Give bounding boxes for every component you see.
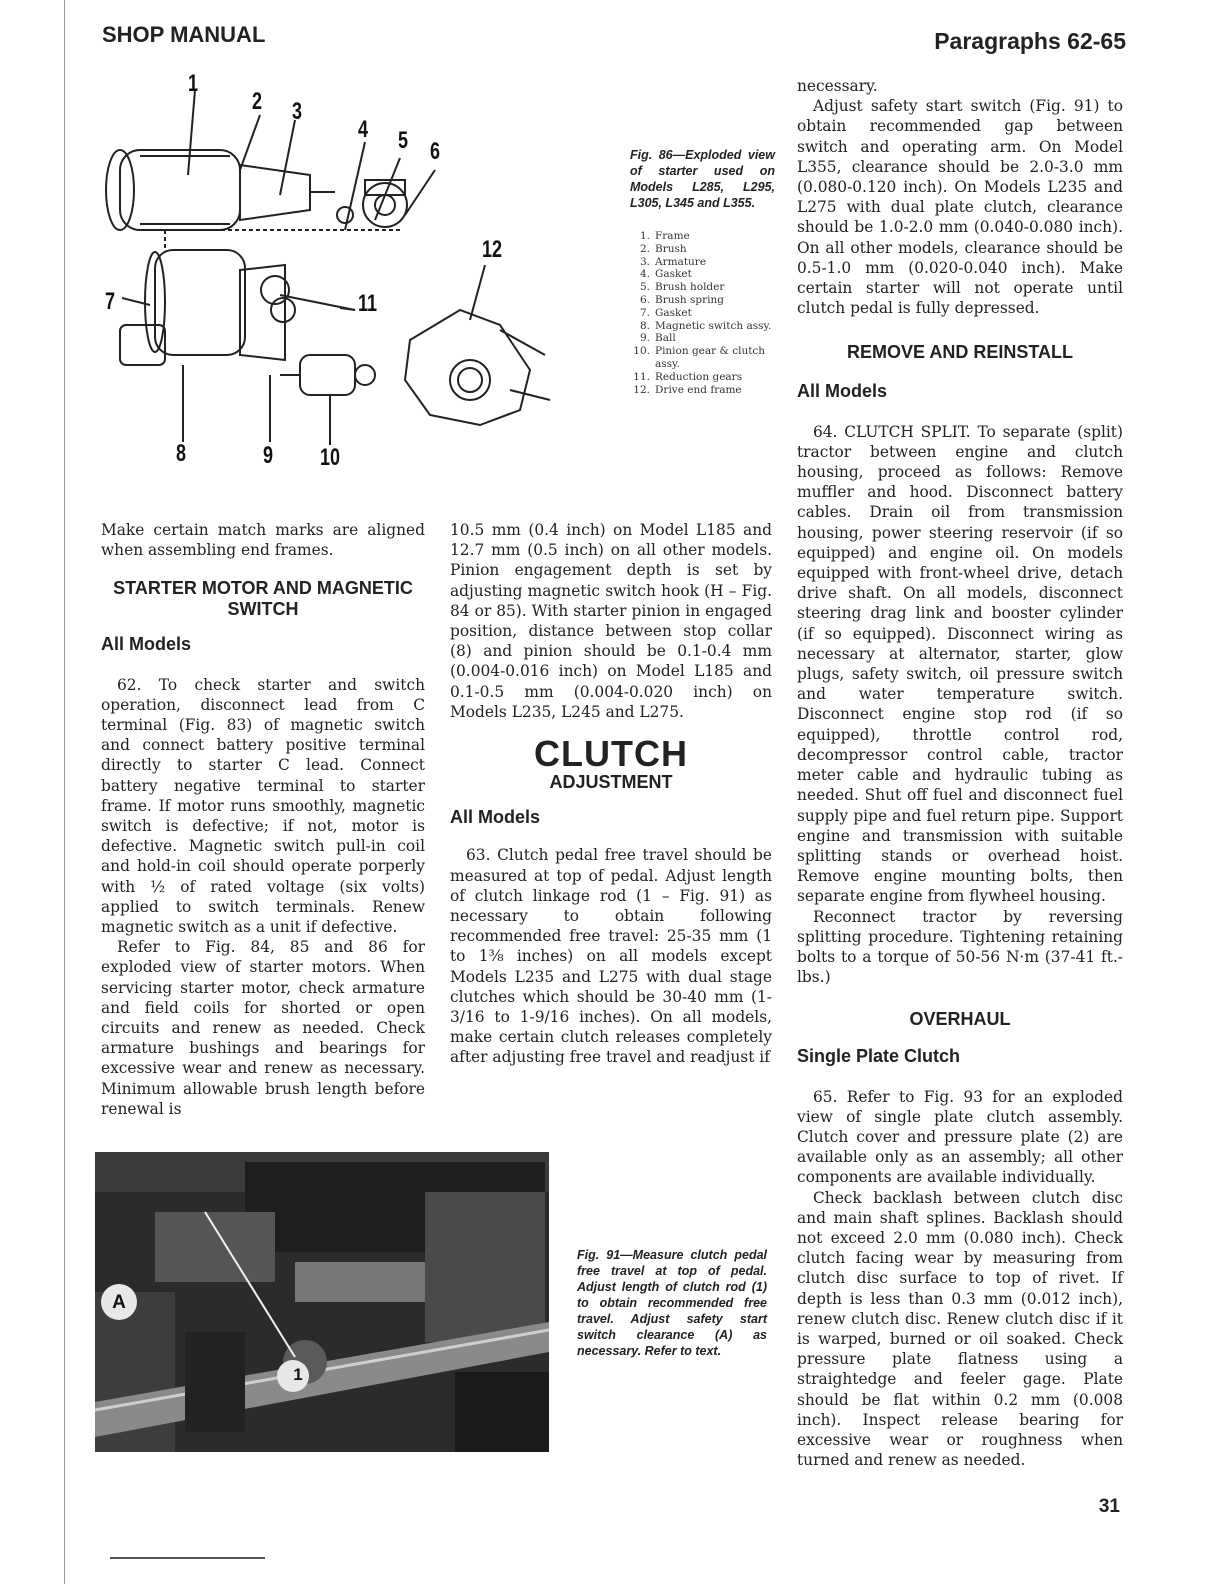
legend-item: 9. Ball <box>639 332 676 345</box>
callout-5: 5 <box>398 127 409 154</box>
legend-item: 12. Drive end frame <box>633 383 742 396</box>
page-left-edge <box>64 0 65 1584</box>
subheading-single-plate-clutch: Single Plate Clutch <box>797 1046 961 1067</box>
legend-item: 5. Brush holder <box>639 281 725 294</box>
column-2 <box>450 520 772 1068</box>
callout-4: 4 <box>358 116 369 143</box>
legend-item: 4. Gasket <box>639 268 692 281</box>
column-3 <box>797 76 1123 1470</box>
chapter-heading-clutch: CLUTCH <box>534 733 688 775</box>
subheading-all-models: All Models <box>101 634 192 655</box>
running-head-left: SHOP MANUAL <box>102 22 266 47</box>
column-1 <box>101 520 425 1119</box>
callout-12: 12 <box>482 236 503 263</box>
paragraph-safety-switch: Adjust safety start switch (Fig. 91) to obtain recommended gap between switch and operating arm. On Model L355, clearance should be 2.0-3.0 mm (0.080-0.120 inch). On Models L235 and L275 with dual plate clutch, clearance should be 1.0-2.0 mm (0.040-0.080 inch). On all other models, clearance should be 0.5-1.0 mm (0.020-0.040 inch). Make certain starter will not operate until clutch pedal is fully depressed. <box>797 97 1123 318</box>
legend-item: 1. Frame <box>639 230 690 242</box>
clutch-pedal-photo <box>95 1152 549 1452</box>
starter-exploded-drawing <box>100 70 570 480</box>
legend-item: 2. Brush <box>639 242 687 255</box>
subheading-all-models-2: All Models <box>450 807 541 828</box>
fig91-label-a: A <box>112 1292 126 1313</box>
paragraph-64b: Reconnect tractor by reversing splitting procedure. Tightening retaining bolts to a torque of 50-56 N·m (37-41 ft.-lbs.) <box>797 907 1123 987</box>
page-number: 31 <box>1098 1496 1120 1517</box>
paragraph-62: 62. To check starter and switch operation, disconnect lead from C terminal (Fig. 83) of magnetic switch and connect battery positive terminal directly to starter C lead. Connect battery negative terminal to starter frame. If motor runs smoothly, magnetic switch is defective; if not, motor is defective. Magnetic switch pull-in coil and hold-in coil should operate porperly with ½ of rated voltage (six volts) applied to switch terminals. Renew magnetic switch as a unit if defective. <box>101 675 425 937</box>
fig86-caption: Fig. 86—Exploded view of starter used on Models L285, L295, L305, L345 and L355. <box>630 148 775 210</box>
legend-item: 11. Reduction gears <box>633 370 743 383</box>
callout-10: 10 <box>320 444 341 471</box>
running-head-right: Paragraphs 62-65 <box>934 28 1126 54</box>
callout-7: 7 <box>105 288 116 315</box>
footer-rule <box>110 1557 265 1559</box>
paragraph-64: 64. CLUTCH SPLIT. To separate (split) tractor between engine and clutch housing, proceed as follows: Remove muffler and hood. Disconnect battery cables. Drain oil from transmission housing, power steering reservoir (if so equipped) and engine oil. On models equipped with front-wheel drive, detach drive shaft. On all models, disconnect steering drag link and booster cylinder (if so equipped). Disconnect wiring as necessary at alternator, starter, glow plugs, safety switch, oil pressure switch and water temperature switch. Disconnect engine stop rod (if so equipped), throttle control rod, decompressor control cable, tractor meter cable and hydraulic tubing as needed. Shut off fuel and disconnect fuel supply pipe and fuel return pipe. Support engine and transmission with suitable splitting stands or overhead hoist. Remove engine mounting bolts, then separate engine from flywheel housing. <box>797 422 1123 906</box>
paragraph-62b: Refer to Fig. 84, 85 and 86 for exploded view of starter motors. When servicing starter motor, check armature and field coils for shorted or open circuits and renew as needed. Check armature bushings and bearings for excessive wear and renew as necessary. Minimum allowable brush length before renewal is <box>101 938 425 1118</box>
paragraph-65b: Check backlash between clutch disc and main shaft splines. Backlash should not exceed 2.0 mm (0.080 inch). Check clutch facing wear by measuring from clutch disc surface to top of rivet. If depth is less than 0.3 mm (0.012 inch), renew clutch disc. Renew clutch disc if it is warped, burned or oil soaked. Check pressure plate flatness using a straightedge and feeler gage. Plate should be flat within 0.2 mm (0.008 inch). Inspect release bearing for excessive wear or roughness when turned and renew as needed. <box>797 1188 1123 1470</box>
paragraph-intro: Make certain match marks are aligned when assembling end frames. <box>101 521 425 560</box>
legend-item: 6. Brush spring <box>639 293 724 306</box>
callout-8: 8 <box>176 440 187 467</box>
section-heading-remove-reinstall: REMOVE AND REINSTALL <box>846 342 1073 363</box>
callout-3: 3 <box>292 98 303 125</box>
paragraph-65: 65. Refer to Fig. 93 for an exploded view of single plate clutch assembly. Clutch cover and pressure plate (2) are available only as an assembly; all other components are available individually. <box>797 1087 1123 1187</box>
legend-item: 8. Magnetic switch assy. <box>639 319 772 332</box>
paragraph-continued: 10.5 mm (0.4 inch) on Model L185 and 12.7 mm (0.5 inch) on all other models. Pinion engagement depth is set by adjusting magnetic switch hook (H – Fig. 84 or 85). With starter pinion in engaged position, distance between stop collar (8) and pinion should be 0.1-0.4 mm (0.004-0.016 inch) on Model L185 and 0.1-0.5 mm (0.004-0.020 inch) on Models L235, L245 and L275. <box>450 521 772 721</box>
legend-item: 10. Pinion gear & clutch assy. <box>633 345 766 370</box>
paragraph-cont-necessary: necessary. <box>797 77 878 95</box>
fig91-caption: Fig. 91—Measure clutch pedal free travel at top of pedal. Adjust length of clutch rod (1) to obtain recommended free travel. Adjust safety start switch clearance (A) as necessary. Refer to text. <box>577 1248 767 1358</box>
callout-11: 11 <box>358 290 378 317</box>
fig86-illustration <box>100 70 570 480</box>
legend-item: 7. Gasket <box>639 306 692 319</box>
fig91-label-1: 1 <box>293 1365 303 1384</box>
subheading-all-models-3: All Models <box>797 381 888 402</box>
section-heading-adjustment: ADJUSTMENT <box>549 772 673 793</box>
callout-6: 6 <box>430 138 441 165</box>
legend-item: 3. Armature <box>639 255 707 268</box>
section-heading-overhaul: OVERHAUL <box>909 1009 1011 1030</box>
callout-2: 2 <box>252 88 263 115</box>
section-heading-starter: STARTER MOTOR AND MAGNETIC SWITCH <box>113 578 413 620</box>
callout-1: 1 <box>188 70 199 97</box>
fig86-legend <box>626 230 776 396</box>
paragraph-63: 63. Clutch pedal free travel should be measured at top of pedal. Adjust length of clutch linkage rod (1 – Fig. 91) as necessary to obtain following recommended free travel: 25-35 mm (1 to 1⅜ inches) on all models except Models L235 and L275 with dual stage clutches which should be 30-40 mm (1-3/16 to 1-9/16 inches). On all models, make certain clutch releases completely after adjusting free travel and readjust if <box>450 846 772 1067</box>
callout-9: 9 <box>263 442 274 469</box>
fig91-photo <box>95 1152 549 1452</box>
